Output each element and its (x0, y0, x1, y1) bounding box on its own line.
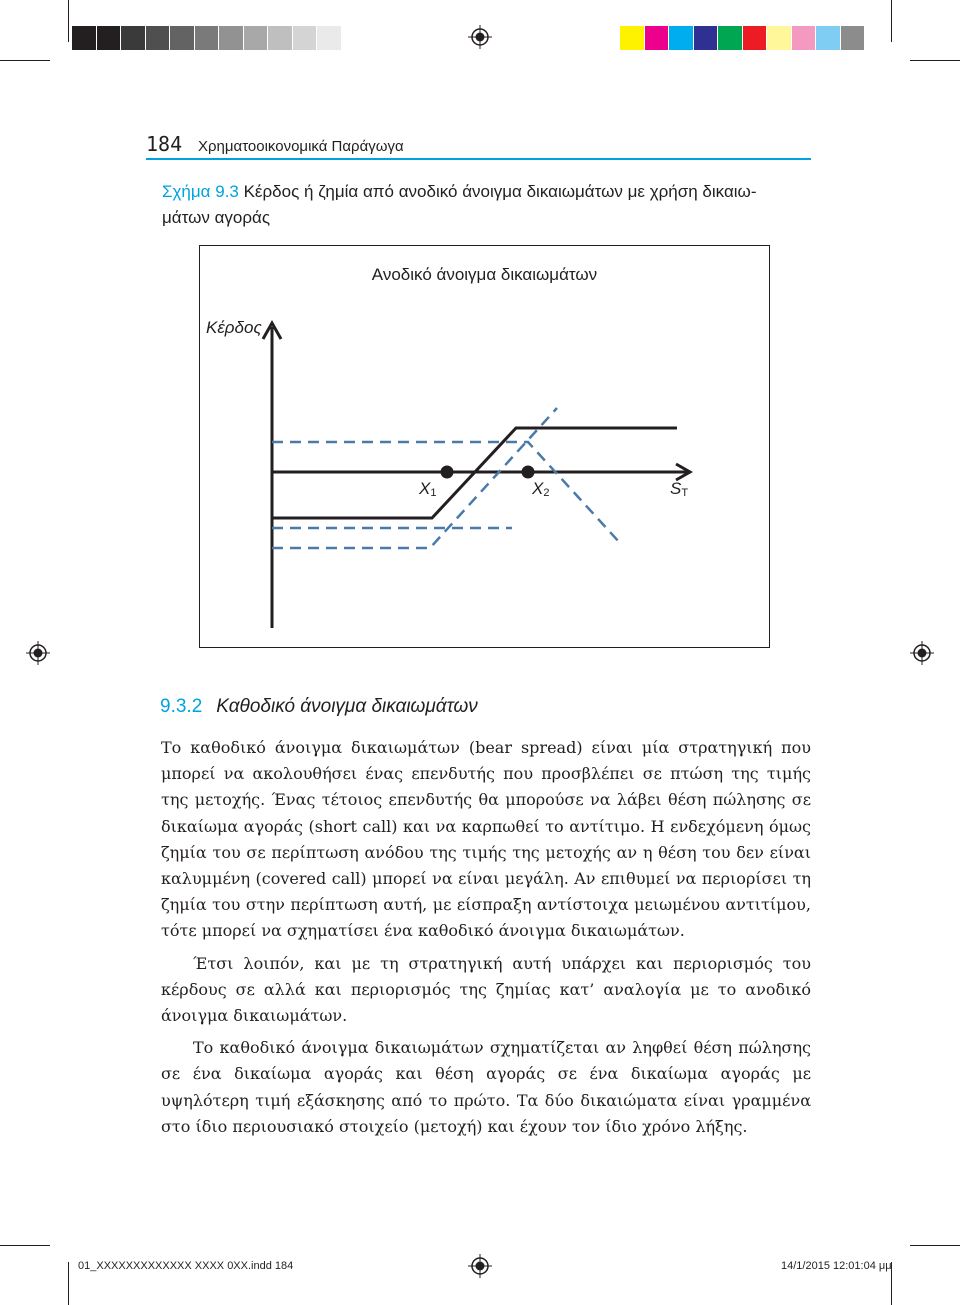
short-call-payoff-line (272, 442, 620, 543)
color-swatch (97, 26, 121, 50)
figure-caption (162, 179, 812, 231)
color-swatch (317, 26, 341, 50)
color-swatch (718, 26, 742, 50)
registration-mark-icon (468, 1254, 492, 1278)
color-swatch (146, 26, 170, 50)
color-swatch (694, 26, 718, 50)
section-heading (160, 696, 478, 718)
color-swatch (620, 26, 644, 50)
color-swatch (841, 26, 865, 50)
color-swatch (244, 26, 268, 50)
color-swatch (645, 26, 669, 50)
crop-mark (910, 1245, 960, 1246)
color-swatch (743, 26, 767, 50)
color-swatch (767, 26, 791, 50)
section-title: Καθοδικό άνοιγμα δικαιωμάτων (216, 696, 478, 717)
crop-mark (68, 0, 69, 42)
color-swatch (268, 26, 292, 50)
strike-point-x2 (522, 466, 535, 479)
payoff-diagram (199, 245, 770, 648)
running-title: Χρηματοοικονομικά Παράγωγα (198, 138, 404, 155)
figure-label: Σχήμα 9.3 (162, 182, 239, 201)
header-rule (146, 158, 811, 160)
crop-mark (891, 0, 892, 42)
color-swatch (816, 26, 840, 50)
color-swatch (792, 26, 816, 50)
crop-mark (910, 60, 960, 61)
color-swatch (669, 26, 693, 50)
footer-file-slug: 01_ΧΧΧΧΧΧΧΧΧΧΧΧΧ ΧΧΧΧ 0ΧΧ.indd 184 (78, 1260, 294, 1272)
x-axis-label-x2: $X_2$ (532, 479, 550, 499)
figure-caption-text: μάτων αγοράς (162, 208, 271, 227)
registration-mark-icon (910, 641, 934, 665)
figure-caption-text: Κέρδος ή ζημία από ανοδικό άνοιγμα δικαιωμάτων με χρήση δικαιω- (238, 182, 757, 201)
crop-mark (0, 60, 50, 61)
color-swatch (121, 26, 145, 50)
registration-mark-icon (468, 25, 492, 49)
strike-point-x1 (441, 466, 454, 479)
crop-mark (0, 1245, 50, 1246)
body-text (161, 735, 811, 1140)
crop-mark (68, 1262, 69, 1305)
paragraph: Το καθοδικό άνοιγμα δικαιωμάτων σχηματίζεται αν ληφθεί θέση πώλησης σε ένα δικαίωμα αγοράς και θέση αγοράς σε ένα δικαίωμα αγοράς με υψηλότερη τιμή εξάσκησης από το πρώτο. Τα δύο δικαιώματα είναι γραμμένα στο ίδιο περιουσιακό στοιχείο (μετοχή) και έχουν τον ίδιο χρόνο λήξης. (161, 1038, 811, 1136)
color-swatch (195, 26, 219, 50)
paragraph: Το καθοδικό άνοιγμα δικαιωμάτων (bear spread) είναι μία στρατηγική που μπορεί να ακολουθήσει ένας επενδυτής που προσβλέπει σε πτώση της τιμής της μετοχής. Ένας τέτοιος επενδυτής θα μπορούσε να λάβει θέση πώλησης σε δικαίωμα αγοράς (short call) και να καρπωθεί το αντίτιμο. Η ενδεχόμενη όμως ζημία του σε περίπτωση ανόδου της τιμής της μετοχής αν η θέση του δεν είναι καλυμμένη (covered call) μπορεί να είναι μεγάλη. Αν επιθυμεί να περιορίσει τη ζημία του στην περίπτωση αυτή, με είσπραξη αντίστοιχα μειωμένου αντιτίμου, τότε μπορεί να σχηματίσει ένα καθοδικό άνοιγμα δικαιωμάτων. (161, 738, 811, 941)
x-axis-label-x1: $X_1$ (419, 479, 437, 499)
x-axis-label-st: $S_T$ (670, 479, 689, 499)
page-number: 184 (146, 132, 183, 156)
footer-timestamp: 14/1/2015 12:01:04 μμ (781, 1260, 892, 1272)
paragraph: Έτσι λοιπόν, και με τη στρατηγική αυτή υπάρχει και περιορισμός του κέρδους σε αλλά και περιορισμός της ζημίας κατ’ αναλογία με το ανοδικό άνοιγμα δικαιωμάτων. (161, 953, 811, 1026)
color-swatch (72, 26, 96, 50)
color-swatch (293, 26, 317, 50)
registration-mark-icon (26, 641, 50, 665)
color-swatch (170, 26, 194, 50)
diagram-title: Ανοδικό άνοιγμα δικαιωμάτων (371, 265, 598, 284)
section-number: 9.3.2 (160, 696, 203, 717)
color-swatch (219, 26, 243, 50)
y-axis-label: Κέρδος (206, 318, 262, 337)
